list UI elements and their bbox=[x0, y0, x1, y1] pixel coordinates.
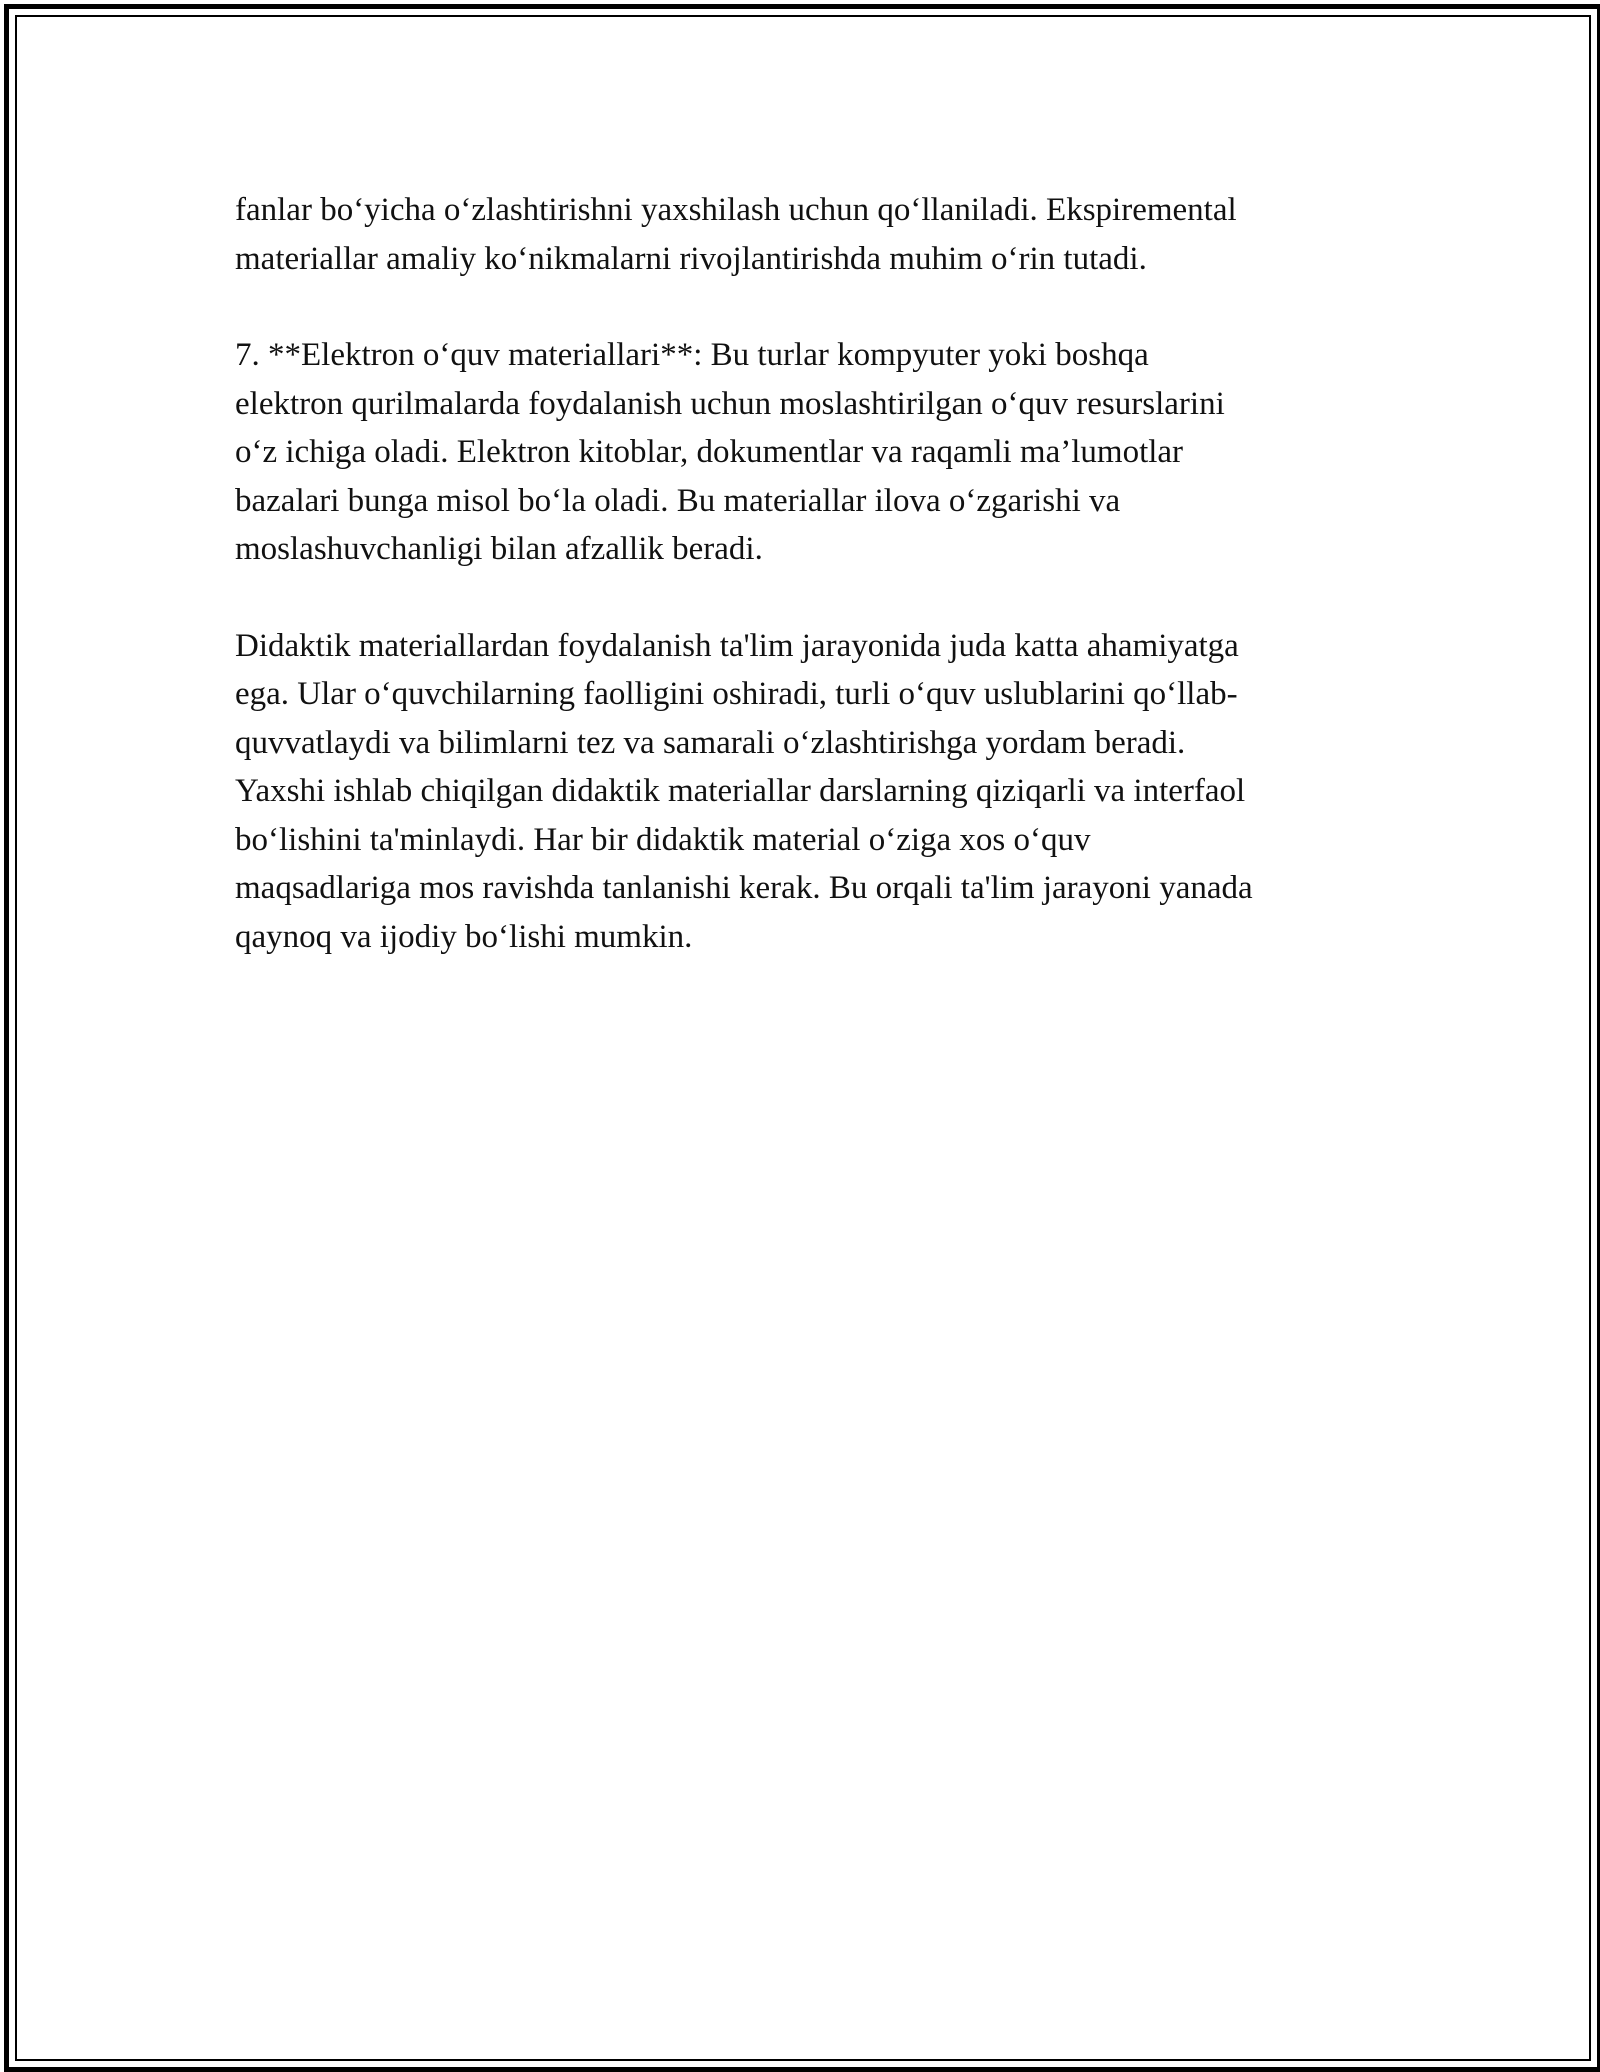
text-line: maqsadlariga mos ravishda tanlanishi kerak. Bu orqali ta'lim jarayoni yanada bbox=[235, 870, 1253, 906]
text-line: bazalari bunga misol bo‘la oladi. Bu materiallar ilova o‘zgarishi va bbox=[235, 482, 1121, 519]
text-line: elektron qurilmalarda foydalanish uchun moslashtirilgan o‘quv resurslarini bbox=[235, 385, 1225, 422]
paragraph-continuation bbox=[235, 186, 1375, 283]
text-line: materiallar amaliy ko‘nikmalarni rivojlantirishda muhim o‘rin tutadi. bbox=[235, 240, 1147, 277]
text-line: o‘z ichiga oladi. Elektron kitoblar, dokumentlar va raqamli ma’lumotlar bbox=[235, 434, 1184, 470]
text-line: qaynoq va ijodiy bo‘lishi mumkin. bbox=[235, 918, 693, 955]
text-line: bo‘lishini ta'minlaydi. Har bir didaktik material o‘ziga xos o‘quv bbox=[235, 821, 1091, 858]
text-line: moslashuvchanligi bilan afzallik beradi. bbox=[235, 531, 763, 567]
text-line: Didaktik materiallardan foydalanish ta'lim jarayonida juda katta ahamiyatga bbox=[235, 627, 1239, 664]
text-line: 7. **Elektron o‘quv materiallari**: Bu turlar kompyuter yoki boshqa bbox=[235, 337, 1149, 373]
text-line: ega. Ular o‘quvchilarning faolligini oshiradi, turli o‘quv uslublarini qo‘llab- bbox=[235, 676, 1238, 712]
paragraph-electronic-materials bbox=[235, 331, 1375, 574]
text-line: Yaxshi ishlab chiqilgan didaktik materiallar darslarning qiziqarli va interfaol bbox=[235, 773, 1246, 809]
paragraph-conclusion bbox=[235, 622, 1375, 962]
document-body bbox=[235, 186, 1375, 1009]
text-line: fanlar bo‘yicha o‘zlashtirishni yaxshilash uchun qo‘llaniladi. Ekspiremental bbox=[235, 192, 1237, 228]
text-line: quvvatlaydi va bilimlarni tez va samarali o‘zlashtirishga yordam beradi. bbox=[235, 724, 1186, 761]
